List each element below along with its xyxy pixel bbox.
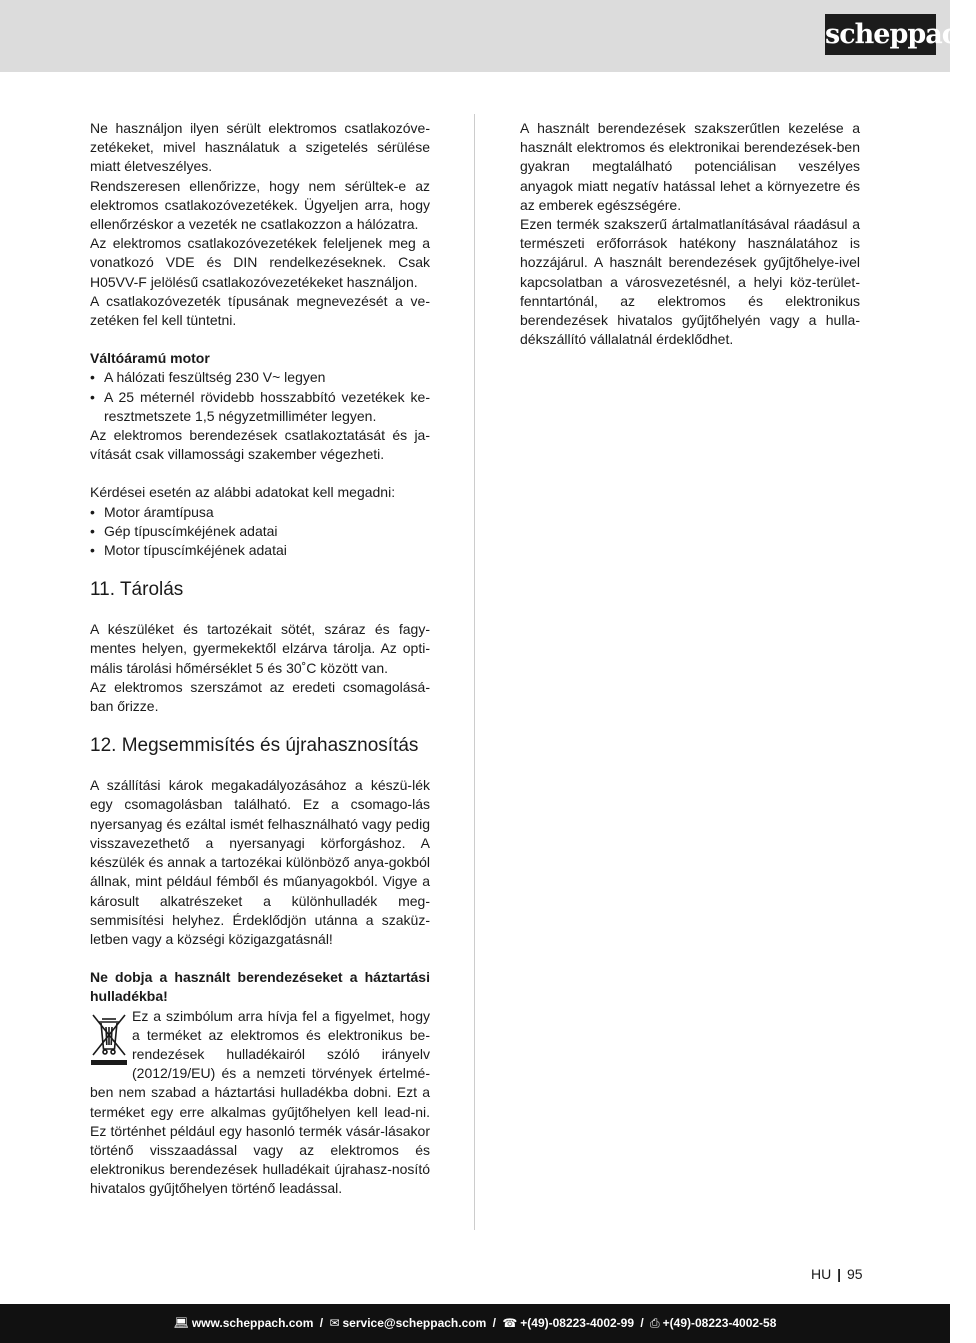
section-number: 12. — [90, 735, 117, 757]
spacer — [90, 949, 430, 968]
footer-separator: / — [492, 1316, 496, 1330]
storage-paragraph: A készüléket és tartozékait sötét, száraz és fagy-mentes helyen, gyermekektől elzárva tárolja. Az opti-mális tárolási hőmérséklet 5 és 30˚C között van. — [90, 621, 430, 676]
disposal-effect-paragraph: Ezen termék szakszerű ártalmatlanításával ráadásul a természeti erőforrások hatékony használatához is hozzájárul. A használt berendezések gyűjtőhelye-ivel kapcsolatban a városvezetésnél, a helyi köz-terület-fenntartónál, az elektromos és elektronikus berendezések hivatalos gyűjtőhelyén vagy a hulla-dékszállító vállalatnál érdeklődhet. — [520, 216, 860, 348]
ac-motor-note: Az elektromos berendezések csatlakoztatását és ja-vítását csak villamossági szakember végezheti. — [90, 427, 430, 463]
storage-paragraph: Az elektromos szerszámot az eredeti csomagolásá-ban őrizze. — [90, 678, 430, 715]
footer-separator: / — [319, 1316, 324, 1330]
mail-icon: ✉︎ — [329, 1316, 340, 1330]
header-band — [0, 0, 976, 72]
phone-icon: ☎︎ — [502, 1316, 518, 1330]
ac-motor-list — [90, 368, 430, 426]
page-number-separator: | — [837, 1266, 842, 1282]
disposal-effect-paragraph: A használt berendezések szakszerűtlen kezelése a használt elektromos és elektronikai berendezések-ben gyakran megtalálható potenciálisan veszélyes anyagok miatt negatív hatással lehet a környezetre és az emberek egészségére. — [520, 120, 860, 213]
section-number: 11. — [90, 579, 116, 601]
computer-icon: 💻︎ — [173, 1316, 189, 1330]
section-title: Tárolás — [119, 579, 184, 601]
weee-block — [90, 1007, 430, 1199]
list-item: • Motor áramtípusa — [90, 503, 430, 522]
left-column — [90, 119, 430, 1199]
footer-bar — [0, 1304, 950, 1343]
footer-fax[interactable]: +(49)-08223-4002-58 — [662, 1316, 777, 1330]
column-divider — [474, 114, 475, 1230]
disposal-paragraph: A szállítási károk megakadályozásához a készü-lék egy csomagolásban található. Ez a csomago-lás nyersanyag és ezáltal ismét felhasználható vagy pedig visszavezethető a nyersanyagi körforgáshoz. A készülék és annak a tartozékai különböző anya-gokból állnak, mint például fémből és műanyagokból. Vigye a károsult alkatrészeket a különhulladék meg-semmisítési helyhez. Érdeklődjön utánna a szaküz-letben vagy a községi közigazgatásnál! — [90, 777, 430, 947]
spacer — [90, 464, 430, 483]
spacer — [90, 330, 430, 349]
language-code: HU — [811, 1266, 832, 1282]
section-title: Megsemmisítés és újrahasznosítás — [121, 735, 419, 757]
intro-paragraph: Az elektromos csatlakozóvezetékek feleljenek meg a vonatkozó VDE és DIN rendelkezéseknek. Csak H05VV-F jelölésű csatlakozóvezetékeket használjon. — [90, 235, 430, 290]
list-item: • A 25 méternél rövidebb hosszabbító vezetékek ke-resztmetszete 1,5 négyzetmilliméter legyen. — [90, 388, 430, 426]
list-item: • Gép típuscímkéjének adatai — [90, 522, 430, 541]
footer-separator: / — [640, 1316, 644, 1330]
section-11-heading — [90, 578, 430, 602]
section-12-heading — [90, 734, 430, 758]
crossed-bin-icon — [90, 1011, 128, 1067]
list-item: • A hálózati feszültség 230 V~ legyen — [90, 368, 430, 387]
list-item: • Motor típuscímkéjének adatai — [90, 541, 430, 560]
footer-phone[interactable]: +(49)-08223-4002-99 — [520, 1316, 635, 1330]
right-column — [520, 119, 860, 349]
intro-paragraph: Rendszeresen ellenőrizze, hogy nem sérültek-e az elektromos csatlakozóvezetékek. Ügyeljen arra, hogy ellenőrzéskor a vezeték ne csatlakozzon a hálózatra. — [90, 177, 430, 233]
weee-text: Ez a szimbólum arra hívja fel a figyelmet, hogy a terméket az elektromos és elektronikus be-rendezések hulladékairól szóló irányelv (2012/19/EU) és a nemzeti törvények értelmé-ben nem szabad a háztartási hulladékba dobni. Ezt a terméket egy erre alkalmas gyűjtőhelyen kell lead-ni. Ez történhet például egy hasonló termék vásár-lásakor történő visszaadással vagy az elektromos és elektronikus berendezések hulladékait újrahasz-nosító hivatalos gyűjtőhelyen történő leadással. — [90, 1007, 430, 1197]
fax-icon: ⎙ — [650, 1316, 660, 1330]
intro-paragraph: Ne használjon ilyen sérült elektromos csatlakozóve-zetékeket, mivel használatuk a szigetelés sérülése miatt életveszélyes. — [90, 120, 430, 175]
intro-paragraph: A csatlakozóvezeték típusának megnevezését a ve-zetéken fel kell tüntetni. — [90, 292, 430, 329]
weee-warning-heading: Ne dobja a használt berendezéseket a háztartási hulladékba! — [90, 969, 430, 1005]
page-number-value: 95 — [846, 1266, 863, 1282]
page-number — [811, 1265, 863, 1283]
footer-email[interactable]: service@scheppach.com — [342, 1316, 487, 1330]
questions-list — [90, 503, 430, 561]
ac-motor-heading: Váltóáramú motor — [90, 350, 210, 367]
questions-intro: Kérdései esetén az alábbi adatokat kell megadni: — [90, 484, 396, 501]
footer-website[interactable]: www.scheppach.com — [191, 1316, 314, 1330]
scheppach-logo: scheppach — [825, 14, 936, 55]
